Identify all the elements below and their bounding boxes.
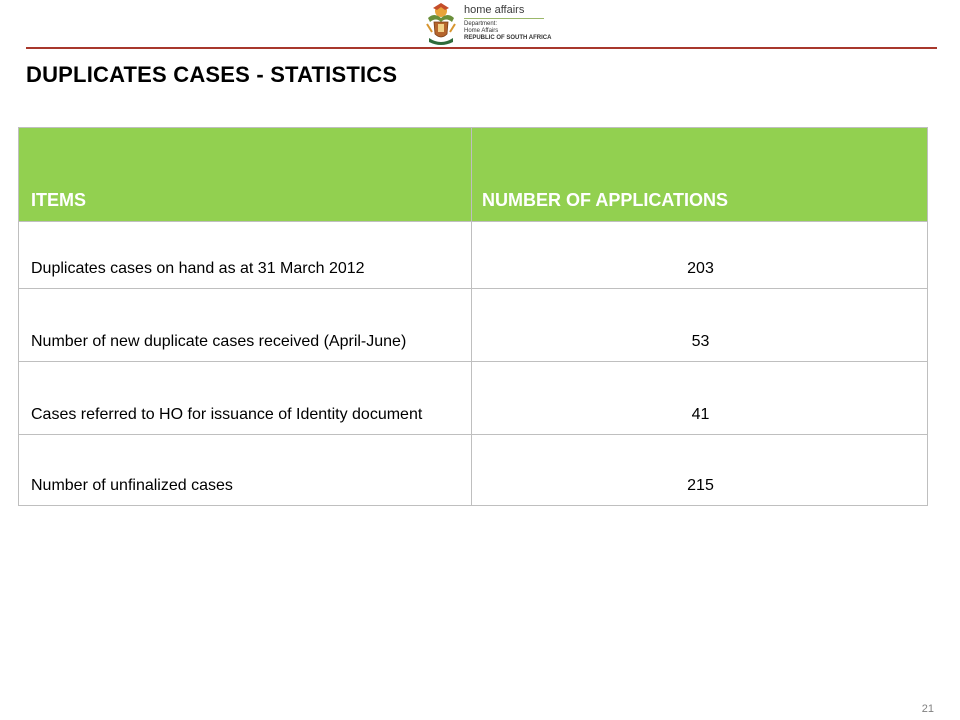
statistics-table	[18, 127, 928, 506]
column-header-number: NUMBER OF APPLICATIONS	[472, 128, 928, 222]
item-cell: Duplicates cases on hand as at 31 March 2012	[19, 222, 472, 289]
logo-line-1: Department:	[464, 21, 498, 27]
logo-rule	[464, 18, 544, 19]
value-cell: 203	[472, 222, 928, 289]
column-header-items: ITEMS	[19, 128, 472, 222]
logo-line-2: Home Affairs	[464, 28, 499, 34]
item-cell: Cases referred to HO for issuance of Identity document	[19, 362, 472, 435]
item-cell: Number of unfinalized cases	[19, 435, 472, 506]
item-cell: Number of new duplicate cases received (April-June)	[19, 289, 472, 362]
table-row	[19, 435, 928, 506]
table-header-row	[19, 128, 928, 222]
table-row	[19, 362, 928, 435]
value-cell: 53	[472, 289, 928, 362]
logo-line-3: REPUBLIC OF SOUTH AFRICA	[464, 35, 552, 41]
header-divider	[26, 47, 937, 49]
value-cell: 41	[472, 362, 928, 435]
coat-of-arms-icon	[424, 2, 458, 46]
value-cell: 215	[472, 435, 928, 506]
page-number: 21	[921, 703, 934, 715]
table-row	[19, 289, 928, 362]
logo-title: home affairs	[464, 4, 525, 16]
table-row	[19, 222, 928, 289]
page-title: DUPLICATES CASES - STATISTICS	[26, 62, 398, 87]
home-affairs-logo	[424, 2, 554, 48]
